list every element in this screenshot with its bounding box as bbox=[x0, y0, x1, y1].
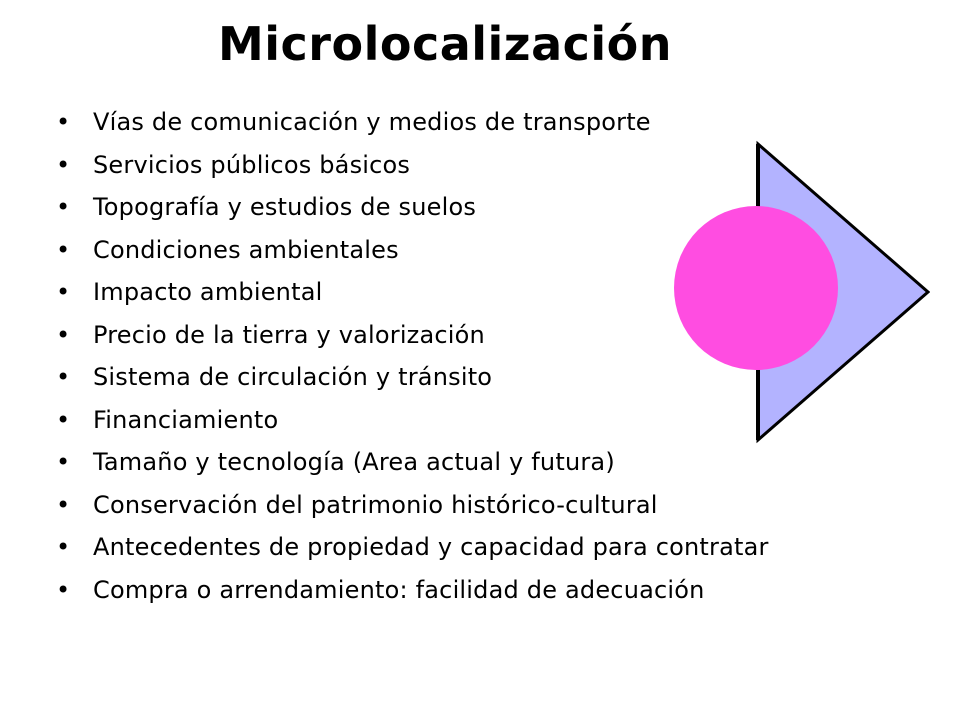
bullet-item bbox=[56, 278, 796, 306]
bullet-mark: • bbox=[56, 108, 71, 136]
bullet-mark: • bbox=[56, 320, 71, 349]
bullet-mark: • bbox=[56, 533, 71, 561]
bullet-item bbox=[56, 576, 796, 604]
bullet-text: Compra o arrendamiento: facilidad de adecuación bbox=[93, 575, 705, 604]
bullet-text: Tamaño y tecnología (Area actual y futura) bbox=[93, 448, 615, 476]
bullet-item bbox=[56, 448, 796, 476]
bullet-text: Financiamiento bbox=[93, 405, 279, 434]
bullet-text: Sistema de circulación y tránsito bbox=[93, 363, 493, 391]
bullet-text: Vías de comunicación y medios de transporte bbox=[93, 108, 651, 136]
bullet-mark: • bbox=[56, 363, 71, 391]
bullet-item bbox=[56, 491, 796, 519]
bullet-mark: • bbox=[56, 448, 71, 476]
slide-title: Microlocalización bbox=[217, 17, 672, 71]
bullet-item bbox=[56, 236, 796, 264]
bullet-item bbox=[56, 151, 796, 179]
bullet-item bbox=[56, 363, 796, 391]
bullet-mark: • bbox=[56, 575, 71, 604]
bullet-text: Antecedentes de propiedad y capacidad para contratar bbox=[93, 533, 769, 561]
bullet-list bbox=[56, 108, 796, 618]
bullet-text: Impacto ambiental bbox=[93, 278, 323, 306]
bullet-mark: • bbox=[56, 278, 71, 306]
bullet-text: Topografía y estudios de suelos bbox=[93, 193, 477, 221]
bullet-mark: • bbox=[56, 193, 71, 221]
bullet-item bbox=[56, 108, 796, 136]
bullet-item bbox=[56, 193, 796, 221]
bullet-item bbox=[56, 533, 796, 561]
bullet-text: Precio de la tierra y valorización bbox=[93, 320, 485, 349]
bullet-mark: • bbox=[56, 490, 71, 519]
bullet-mark: • bbox=[56, 150, 71, 179]
bullet-text: Conservación del patrimonio histórico-cultural bbox=[93, 490, 658, 519]
bullet-item bbox=[56, 321, 796, 349]
bullet-item bbox=[56, 406, 796, 434]
bullet-text: Servicios públicos básicos bbox=[93, 150, 411, 179]
bullet-text: Condiciones ambientales bbox=[93, 235, 399, 264]
bullet-mark: • bbox=[56, 405, 71, 434]
bullet-mark: • bbox=[56, 235, 71, 264]
